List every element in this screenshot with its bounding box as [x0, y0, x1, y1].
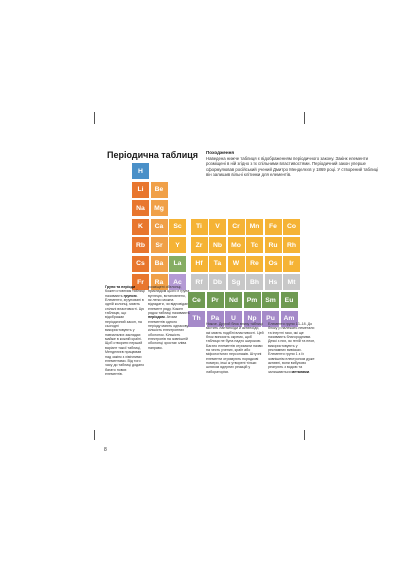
element-cell-li: Li	[132, 182, 149, 198]
element-cell-hs: Hs	[265, 274, 282, 290]
element-cell-be: Be	[151, 182, 168, 198]
element-cell-nb: Nb	[209, 237, 226, 253]
text-column-3	[206, 322, 264, 374]
element-cell-ce: Ce	[188, 292, 205, 308]
element-cell-db: Db	[209, 274, 226, 290]
element-cell-tc: Tc	[246, 237, 263, 253]
text-column-1	[105, 285, 145, 376]
column-1-rest: . Елементи, згруповані в одній колонці, мають спільні властивості. Цю таблицю, що відображає періодичний закон, на сьогодні використовують у навчальних закладах майже в кожній країні. Щоб створити перший варіант такої таблиці, Менделєєв працював над закінк з хімічними елементами. Від того часу до таблиці додано багато нових елементів.	[105, 293, 145, 376]
element-cell-sr: Sr	[151, 237, 168, 253]
page-number: 8	[104, 447, 107, 453]
column-3-text: Нижче. Другий блок внизу таблиці містить лантаноїди й актиноїди, які мають подібні властивості. Цей блок виносять окремо, щоб таблиця не була надто широкою. Багато елементів отримали назви на честь учених, країн або міфологічних персонажів. Штучні елементи отримують порядкові номери, інші ж утворені тільки шляхом ядерних реакцій у лабораторіях.	[206, 322, 264, 374]
element-cell-pu: Pu	[262, 311, 279, 327]
element-cell-pr: Pr	[207, 292, 224, 308]
element-cell-ti: Ti	[191, 219, 208, 235]
column-1-text: Кожен стовпчик таблиці називають	[105, 289, 145, 298]
element-cell-eu: Eu	[281, 292, 298, 308]
element-cell-w: W	[228, 256, 245, 272]
element-cell-mo: Mo	[228, 237, 245, 253]
element-cell-ca: Ca	[151, 219, 168, 235]
element-cell-sc: Sc	[169, 219, 186, 235]
element-cell-nd: Nd	[225, 292, 242, 308]
element-cell-u: U	[225, 311, 242, 327]
element-cell-rb: Rb	[132, 237, 149, 253]
column-2-text: розміщені обелонці, прикладом цього є група вуглецю, встановлено, як легко можна відгадати, чи відповідає елемент ряду. Кожен рядок таблиці називають	[148, 285, 190, 316]
element-cell-ra: Ra	[151, 274, 168, 290]
element-cell-v: V	[209, 219, 226, 235]
element-cell-la: La	[169, 256, 186, 272]
element-cell-ir: Ir	[283, 256, 300, 272]
element-cell-np: Np	[244, 311, 261, 327]
origin-heading: Походження	[206, 150, 235, 155]
element-cell-fr: Fr	[132, 274, 149, 290]
element-cell-h: H	[132, 163, 149, 179]
page-title: Періодична таблиця	[107, 150, 199, 160]
text-column-2	[148, 285, 190, 350]
element-cell-fe: Fe	[265, 219, 282, 235]
element-cell-sm: Sm	[262, 292, 279, 308]
element-cell-rh: Rh	[283, 237, 300, 253]
element-cell-zr: Zr	[191, 237, 208, 253]
column-4-text: Елементи групи 13–18. До блоку p належать неметали та інертні гази, які ще називають благородними. Деякі з них, як гелій та неон, використовують у рекламних вивісках. Елементи групи 1 з їх зовнішнім електроном дуже активні, вони вибухово реагують з водою та залишаються	[268, 322, 316, 374]
element-cell-pm: Pm	[244, 292, 261, 308]
origin-text: Наведена нижче таблиця є відображенням періодичного закону. Закінк елементи розміщені в ній згідно з їх спільними властивостями. Періодичний закон уперше сформулював російський учений Дмитро Менделєєв у 1869 році. У створений таблиці він залишив вільні клітинки для елементів.	[206, 156, 379, 178]
element-cell-cs: Cs	[132, 256, 149, 272]
element-cell-co: Co	[283, 219, 300, 235]
text-column-4	[268, 322, 316, 374]
element-cell-hf: Hf	[191, 256, 208, 272]
element-cell-mt: Mt	[283, 274, 300, 290]
element-cell-ba: Ba	[151, 256, 168, 272]
element-cell-cr: Cr	[228, 219, 245, 235]
element-cell-re: Re	[246, 256, 263, 272]
element-cell-y: Y	[169, 237, 186, 253]
element-cell-sg: Sg	[228, 274, 245, 290]
column-1-lead: Групи та періоди	[105, 285, 136, 289]
element-cell-bh: Bh	[246, 274, 263, 290]
element-cell-rf: Rf	[191, 274, 208, 290]
element-cell-pa: Pa	[207, 311, 224, 327]
element-cell-mg: Mg	[151, 200, 168, 216]
column-4-rest: .	[309, 369, 311, 374]
element-cell-k: K	[132, 219, 149, 235]
crop-mark-top-left	[94, 112, 95, 124]
crop-mark-right	[304, 430, 305, 440]
element-cell-ta: Ta	[209, 256, 226, 272]
element-cell-th: Th	[188, 311, 205, 327]
crop-mark-left	[94, 430, 95, 440]
crop-mark-top-right	[304, 112, 305, 124]
element-cell-na: Na	[132, 200, 149, 216]
column-2-bold-term: періодом	[148, 315, 165, 320]
column-4-bold-term: металами	[291, 369, 310, 374]
column-2-rest: . Атоми елементів одного періоду мають однакову кількість електронних оболонок. Кількість електронів на зовнішній оболонці зростає зліва направо.	[148, 315, 189, 350]
column-1-bold-term: групою	[123, 293, 137, 298]
element-cell-os: Os	[265, 256, 282, 272]
element-cell-mn: Mn	[246, 219, 263, 235]
element-cell-am: Am	[281, 311, 298, 327]
element-cell-ru: Ru	[265, 237, 282, 253]
element-cell-ac: Ac	[169, 274, 186, 290]
